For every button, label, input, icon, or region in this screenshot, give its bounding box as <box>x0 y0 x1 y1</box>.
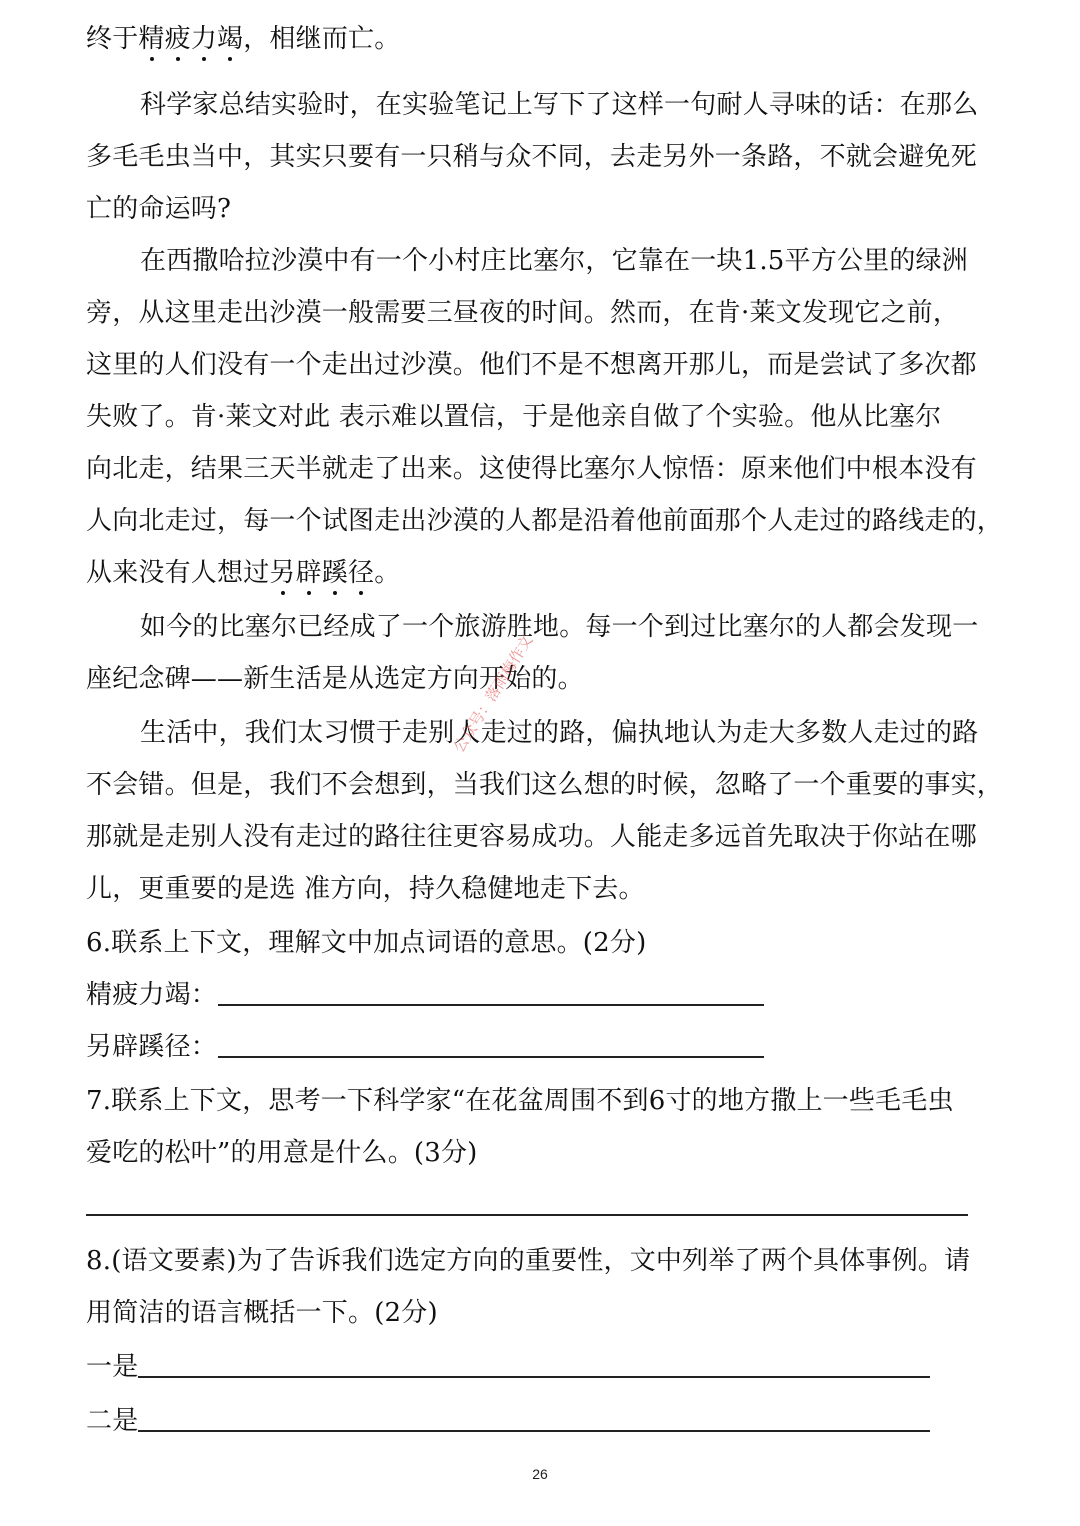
question-6-prompt: 6.联系上下文，理解文中加点词语的意思。(2分) <box>86 928 647 958</box>
dotted-character: 竭 <box>217 24 244 54</box>
question-6-label-a: 精疲力竭： <box>86 980 218 1010</box>
passage-line-1 <box>86 22 400 56</box>
passage-line-14: 生活中，我们太习惯于走别人走过的路，偏执地认为走大多数人走过的路 <box>140 718 979 748</box>
question-8-prompt-line-1: 8.(语文要素)为了告诉我们选定方向的重要性，文中列举了两个具体事例。请 <box>86 1246 971 1276</box>
passage-line-5: 在西撒哈拉沙漠中有一个小村庄比塞尔，它靠在一块1.5平方公里的绿洲 <box>140 246 968 276</box>
dotted-character: 疲 <box>164 24 191 54</box>
answer-line-q6-b[interactable] <box>218 1056 764 1058</box>
passage-line-17: 儿，更重要的是选 准方向，持久稳健地走下去。 <box>86 874 645 904</box>
line-text-segment: 终于 <box>86 24 139 54</box>
passage-line-16: 那就是走别人没有走过的路往往更容易成功。人能走多远首先取决于你站在哪 <box>86 822 977 852</box>
question-8-label-b: 二是 <box>86 1406 139 1436</box>
passage-line-13: 座纪念碑——新生活是从选定方向开始的。 <box>86 664 584 694</box>
dotted-character: 精 <box>138 24 165 54</box>
question-8-prompt-line-2: 用简洁的语言概括一下。(2分) <box>86 1298 438 1328</box>
question-8-label-a: 一是 <box>86 1352 139 1382</box>
passage-line-8: 失败了。肯·莱文对此 表示难以置信，于是他亲自做了个实验。他从比塞尔 <box>86 402 942 432</box>
question-7-prompt-line-2: 爱吃的松叶”的用意是什么。(3分) <box>86 1138 478 1168</box>
line-text-segment: 。 <box>374 558 401 588</box>
passage-line-11 <box>86 556 400 590</box>
answer-line-q8-b[interactable] <box>138 1430 930 1432</box>
watermark-text: 公众号：落雨梅作文 <box>449 631 537 756</box>
dotted-character: 另 <box>269 558 296 588</box>
passage-line-7: 这里的人们没有一个走出过沙漠。他们不是不想离开那儿，而是尝试了多次都 <box>86 350 977 380</box>
passage-line-9: 向北走，结果三天半就走了出来。这使得比塞尔人惊悟：原来他们中根本没有 <box>86 454 977 484</box>
question-6-label-b: 另辟蹊径： <box>86 1032 218 1062</box>
question-7-prompt-line-1: 7.联系上下文，思考一下科学家“在花盆周围不到6寸的地方撒上一些毛毛虫 <box>86 1086 954 1116</box>
passage-line-6: 旁，从这里走出沙漠一般需要三昼夜的时间。然而，在肯·莱文发现它之前， <box>86 298 960 328</box>
dotted-character: 径 <box>348 558 375 588</box>
line-text-segment: 从来没有人想过 <box>86 558 270 588</box>
passage-line-4: 亡的命运吗? <box>86 194 232 224</box>
answer-line-q7[interactable] <box>86 1214 968 1216</box>
dotted-character: 蹊 <box>321 558 349 588</box>
line-text-segment: ，相继而亡。 <box>243 24 401 54</box>
passage-line-12: 如今的比塞尔已经成了一个旅游胜地。每一个到过比塞尔的人都会发现一 <box>140 612 979 642</box>
passage-line-10: 人向北走过，每一个试图走出沙漠的人都是沿着他前面那个人走过的路线走的， <box>86 506 1004 536</box>
passage-line-2: 科学家总结实验时，在实验笔记上写下了这样一句耐人寻味的话：在那么 <box>140 90 979 120</box>
answer-line-q6-a[interactable] <box>218 1004 764 1006</box>
dotted-character: 辟 <box>295 558 322 588</box>
page-number: 26 <box>532 1466 548 1482</box>
passage-line-15: 不会错。但是，我们不会想到，当我们这么想的时候，忽略了一个重要的事实， <box>86 770 1004 800</box>
passage-line-3: 多毛毛虫当中，其实只要有一只稍与众不同，去走另外一条路，不就会避免死 <box>86 142 977 172</box>
dotted-character: 力 <box>190 24 218 54</box>
answer-line-q8-a[interactable] <box>138 1376 930 1378</box>
